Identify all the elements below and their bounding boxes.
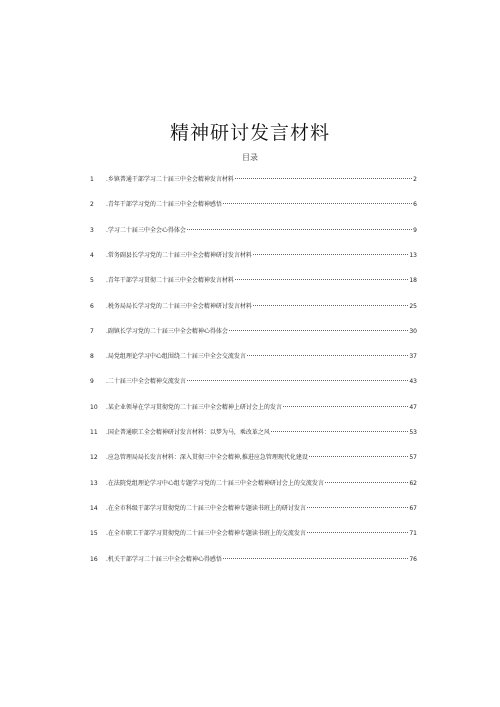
toc-entry-number: 13 xyxy=(90,479,98,487)
toc-entry-title: .机关干部学习二十届三中全会精神心得感悟 xyxy=(106,555,222,563)
toc-leader-dots xyxy=(235,178,412,179)
toc-heading: 目录 xyxy=(242,153,258,162)
toc-entry-number: 10 xyxy=(90,403,98,411)
toc-entry-title: .国企普通职工全会精神研讨发言材料：以梦为马，乘改革之风 xyxy=(106,429,270,436)
toc-entry-number: 15 xyxy=(90,530,98,538)
toc-entry-title: .乡镇普通干部学习二十届三中全会精神发言材料 xyxy=(106,176,234,183)
toc-leader-dots xyxy=(223,203,412,204)
toc-entry-page: 62 xyxy=(409,479,417,487)
toc-leader-dots xyxy=(309,456,409,457)
toc-leader-dots xyxy=(247,355,408,356)
toc-entry[interactable] xyxy=(90,351,417,363)
toc-entry-page: 76 xyxy=(409,555,417,563)
toc-entry-title: .学习二十届三中全会心得体会 xyxy=(106,226,186,234)
toc-leader-dots xyxy=(235,279,408,280)
toc-entry-number: 3 xyxy=(90,226,94,234)
toc-entry-page: 37 xyxy=(409,353,417,361)
toc-entry-title: .在法院党组理论学习中心组专题学习党的二十届三中全会精神研讨会上的交流发言 xyxy=(106,479,324,487)
toc-entry-number: 7 xyxy=(90,327,94,335)
toc-entry[interactable] xyxy=(90,174,417,186)
toc-entry[interactable] xyxy=(90,528,417,540)
toc-entry[interactable] xyxy=(90,275,417,287)
toc-entry-title: .在全市科级干部学习贯彻党的二十届三中全会精神专题读书班上的研讨发言 xyxy=(106,504,306,512)
toc-entry-title: .副镇长学习党的二十届三中全会精神心得体会 xyxy=(106,327,228,335)
toc-entry[interactable] xyxy=(90,452,417,464)
toc-leader-dots xyxy=(223,558,408,559)
toc-leader-dots xyxy=(325,482,408,483)
toc-leader-dots xyxy=(307,532,408,533)
toc-entry-page: 2 xyxy=(413,176,417,183)
toc-leader-dots xyxy=(253,305,408,306)
toc-entry[interactable] xyxy=(90,554,417,566)
toc-leader-dots xyxy=(253,254,408,255)
toc-entry-number: 5 xyxy=(90,277,94,285)
toc-entry[interactable] xyxy=(90,503,417,515)
toc-entry-number: 1 xyxy=(90,176,94,183)
toc-entry-page: 53 xyxy=(409,429,417,436)
toc-entry[interactable] xyxy=(90,199,417,211)
toc-leader-dots xyxy=(283,406,408,407)
toc-entry-number: 8 xyxy=(90,353,94,361)
toc-entry-page: 6 xyxy=(413,201,417,209)
toc-entry-title: .常务副县长学习党的二十届三中全会精神研讨发言材料 xyxy=(106,251,252,259)
toc-entry-page: 13 xyxy=(409,251,417,259)
toc-leader-dots xyxy=(229,330,408,331)
toc-entry[interactable] xyxy=(90,326,417,338)
toc-entry-page: 57 xyxy=(409,454,417,462)
toc-entry[interactable] xyxy=(90,301,417,313)
toc-entry[interactable] xyxy=(90,427,417,439)
toc-entry-title: .二十届三中全会精神交流发言 xyxy=(106,378,186,386)
toc-entry-page: 67 xyxy=(409,504,417,512)
toc-entry[interactable] xyxy=(90,478,417,490)
toc-entry-title: .应急管理局局长发言材料：深入贯彻三中全会精神,推进应急管理现代化建设 xyxy=(106,454,308,462)
toc-entry-page: 30 xyxy=(409,327,417,335)
document-title: 精神研讨发言材料 xyxy=(169,122,330,144)
toc-entry[interactable] xyxy=(90,225,417,237)
toc-entry-number: 2 xyxy=(90,201,94,209)
toc-entry-page: 47 xyxy=(409,403,417,411)
toc-entry-number: 6 xyxy=(90,302,94,310)
toc-entry-page: 71 xyxy=(409,530,417,538)
toc-entry-page: 9 xyxy=(413,226,417,234)
toc-entry-number: 14 xyxy=(90,504,98,512)
toc-entry-page: 25 xyxy=(409,302,417,310)
toc-entry-number: 12 xyxy=(90,454,98,462)
toc-entry-number: 4 xyxy=(90,251,94,259)
toc-entry-title: .某企业领导在学习贯彻党的二十届三中全会精神上研讨会上的发言 xyxy=(106,403,282,411)
toc-entry-title: .局党组理论学习中心组围绕二十届三中全会交流发言 xyxy=(106,353,246,361)
toc-entry-number: 16 xyxy=(90,555,98,563)
toc-entry[interactable] xyxy=(90,250,417,262)
toc-leader-dots xyxy=(271,431,408,432)
toc-entry-number: 11 xyxy=(90,429,98,436)
toc-entry[interactable] xyxy=(90,402,417,414)
toc-entry-title: .在全市职工干部学习贯彻党的二十届三中全会精神专题读书班上的交流发言 xyxy=(106,530,306,538)
toc-entry-number: 9 xyxy=(90,378,94,386)
toc-leader-dots xyxy=(307,507,408,508)
toc-entry-title: .青年干部学习党的二十届三中全会精神感悟 xyxy=(106,201,222,209)
toc-entry-title: .税务局局长学习党的二十届三中全会精神研讨发言材料 xyxy=(106,302,252,310)
toc-leader-dots xyxy=(187,229,412,230)
toc-leader-dots xyxy=(187,380,408,381)
toc-entry-page: 43 xyxy=(409,378,417,386)
toc-entry-page: 18 xyxy=(409,277,417,285)
toc-entry[interactable] xyxy=(90,376,417,388)
toc-entry-title: .青年干部学习贯彻二十届三中全会精神发言材料 xyxy=(106,277,234,285)
